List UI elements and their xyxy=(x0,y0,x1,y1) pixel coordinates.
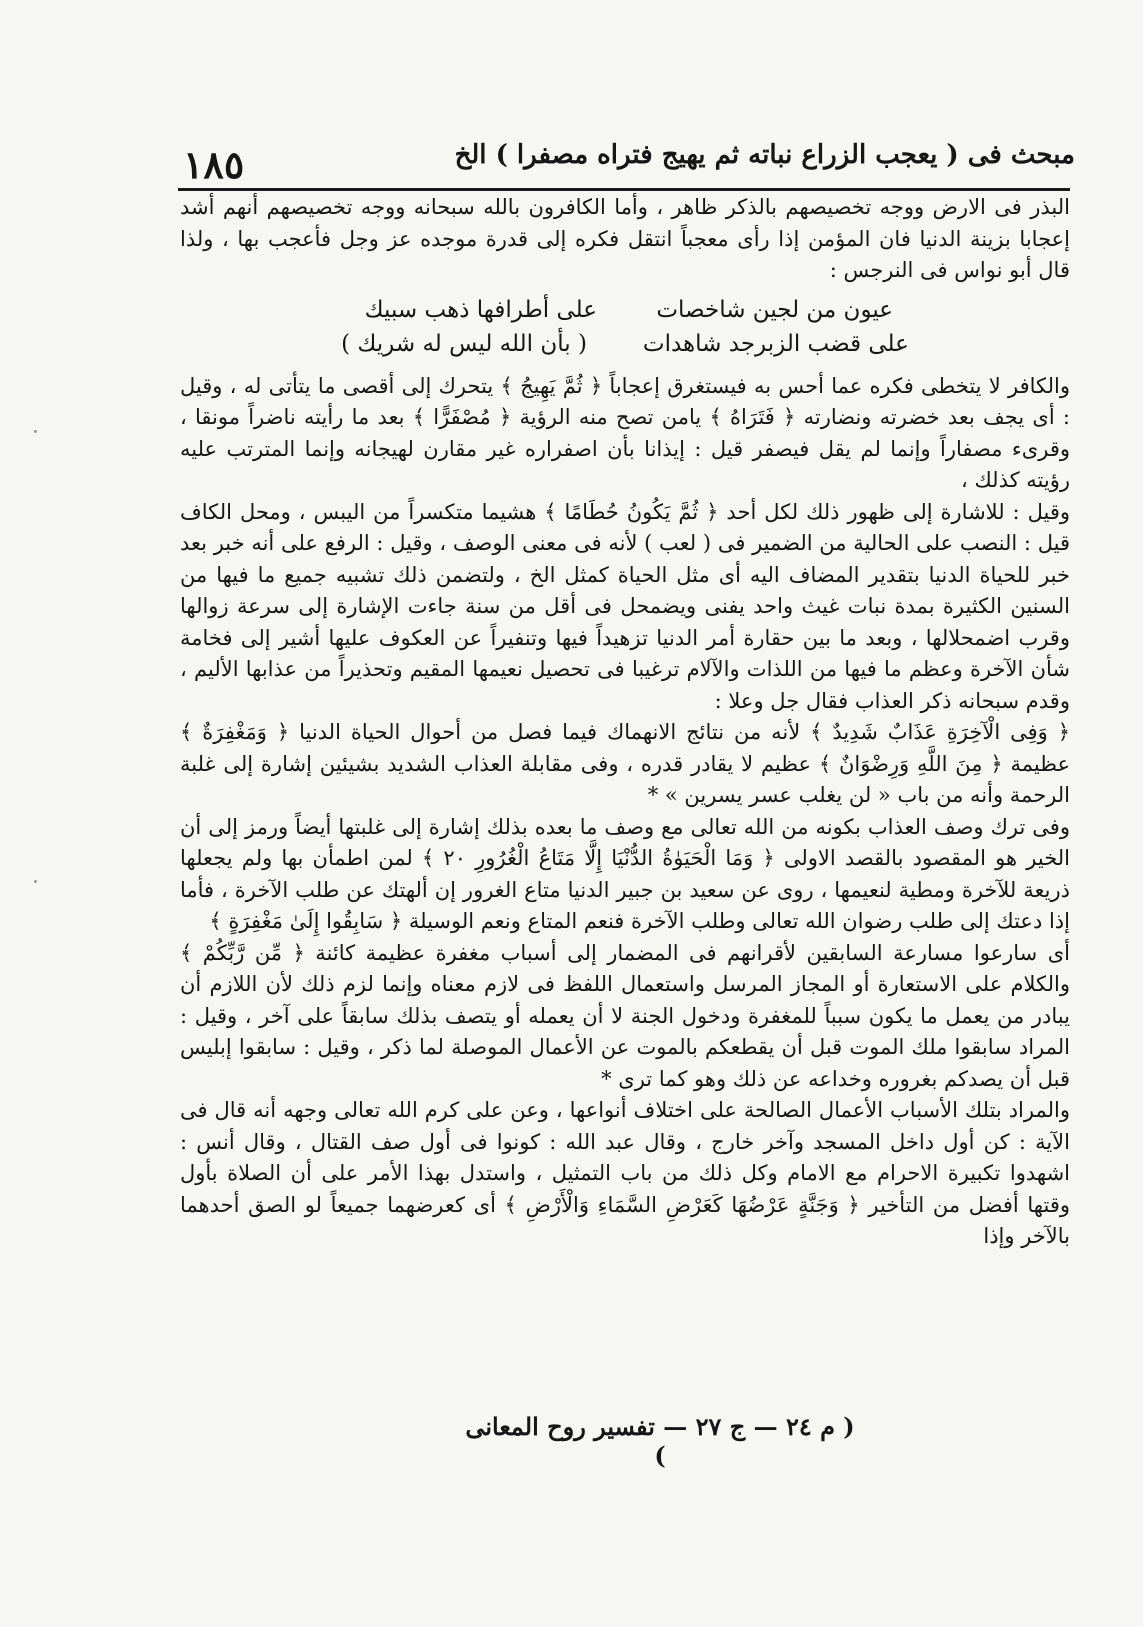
scan-speck xyxy=(34,880,37,883)
paragraph-6: أى سارعوا مسارعة السابقين لأقرانهم فى المضمار إلى أسباب مغفرة عظيمة كائنة ﴿ مِّن رَّبِّكُمْ ﴾ والكلام على الاستعارة أو المجاز المرسل واستعمال اللفظ فى لازم معناه وإنما لزم ذلك لأن اللازم أن يبادر من يعمل ما يكون سبباً للمغفرة ودخول الجنة لا أن يعمله أو يتصف بذلك سابقاً على آخر ، وقيل : المراد سابقوا ملك الموت قبل أن يقطعكم بالموت عن الأعمال الموصلة لما ذكر ، وقيل : سابقوا إبليس قبل أن يصدكم بغروره وخداعه عن ذلك وهو كما ترى * xyxy=(180,940,1070,1091)
paragraph-1: البذر فى الارض ووجه تخصيصهم بالذكر ظاهر ، وأما الكافرون بالله سبحانه ووجه تخصيصهم أنهم أشد إعجابا بزينة الدنيا فان المؤمن إذا رأى معجباً انتقل فكره إلى قدرة موجده عز وجل فأعجب بها ، ولذا قال أبو نواس فى النرجس : xyxy=(180,195,1070,282)
paragraph-7: والمراد بتلك الأسباب الأعمال الصالحة على اختلاف أنواعها ، وعن على كرم الله تعالى وجهه أنه قال فى الآية : كن أول داخل المسجد وآخر خارج ، وقال عبد الله : كونوا فى أول صف القتال ، وقال أنس : اشهدوا تكبيرة الاحرام مع الامام وكل ذلك من باب التمثيل ، واستدل بهذا الأمر على أن الصلاة بأول وقتها أفضل من التأخير ﴿ وَجَنَّةٍ عَرْضُهَا كَعَرْضِ السَّمَاءِ وَالْأَرْضِ ﴾ أى كعرضهما جميعاً لو الصق أحدهما بالآخر وإذا xyxy=(180,1098,1070,1248)
header-rule xyxy=(178,188,1070,191)
scan-speck xyxy=(34,430,37,433)
hemistich-left: ( بأن الله ليس له شريك ) xyxy=(341,330,587,357)
footer-signature: ( م ٢٤ — ج ٢٧ — تفسير روح المعانى ) xyxy=(465,1412,855,1470)
paragraph-4: ﴿ وَفِى الْآخِرَةِ عَذَابٌ شَدِيدٌ ﴾ لأنه من نتائج الانهماك فيما فصل من أحوال الحياة الدنيا ﴿ وَمَغْفِرَةٌ ﴾ عظيمة ﴿ مِنَ اللَّهِ وَرِضْوَانٌ ﴾ عظيم لا يقادر قدره ، وفى مقابلة العذاب الشديد بشيئين إشارة إلى غلبة الرحمة وأنه من باب « لن يغلب عسر يسرين » * xyxy=(180,720,1070,807)
poem-line-1 xyxy=(180,293,1070,327)
poem-line-2 xyxy=(180,327,1070,361)
page-header xyxy=(175,132,1075,188)
paragraph-2: والكافر لا يتخطى فكره عما أحس به فيستغرق إعجاباً ﴿ ثُمَّ يَهِيجُ ﴾ يتحرك إلى أقصى ما يتأتى له ، وقيل : أى يجف بعد خضرته ونضارته ﴿ فَتَرَاهُ ﴾ يامن تصح منه الرؤية ﴿ مُصْفَرًّا ﴾ بعد ما رأيته ناضراً مونقا ، وقرىء مصفاراً وإنما لم يقل فيصفر قيل : إيذانا بأن اصفراره غير مقارن لهيجانه وإنما المترتب عليه رؤيته كذلك ، xyxy=(180,373,1070,492)
hemistich-left: على أطرافها ذهب سبيك xyxy=(364,296,597,323)
hemistich-right: على قضب الزبرجد شاهدات xyxy=(642,330,909,357)
poem-verses xyxy=(180,293,1070,361)
running-title: مبحث فى ( يعجب الزراع نباته ثم يهيج فتراه مصفرا ) الخ xyxy=(454,140,1075,170)
paragraph-5: وفى ترك وصف العذاب بكونه من الله تعالى مع وصف ما بعده بذلك إشارة إلى غلبتها أيضاً ورمز إلى أن الخير هو المقصود بالقصد الاولى ﴿ وَمَا الْحَيَوٰةُ الدُّنْيَا إِلَّا مَتَاعُ الْغُرُورِ ٢٠ ﴾ لمن اطمأن بها ولم يجعلها ذريعة للآخرة ومطية لنعيمها ، روى عن سعيد بن جبير الدنيا متاع الغرور إن ألهتك عن طلب الآخرة ، فأما إذا دعتك إلى طلب رضوان الله تعالى وطلب الآخرة فنعم المتاع ونعم الوسيلة ﴿ سَابِقُوا إِلَىٰ مَغْفِرَةٍ ﴾ xyxy=(180,814,1070,933)
tafsir-body xyxy=(180,192,1070,1253)
paragraph-3: وقيل : للاشارة إلى ظهور ذلك لكل أحد ﴿ ثُمَّ يَكُونُ حُطَامًا ﴾ هشيما متكسراً من اليبس ، ومحل الكاف قيل : النصب على الحالية من الضمير فى ( لعب ) لأنه فى معنى الوصف ، وقيل : الرفع على أنه خبر بعد خبر للحياة الدنيا بتقدير المضاف اليه أى مثل الحياة كمثل الخ ، ولتضمن ذلك تشبيه جميع ما فيها من السنين الكثيرة بمدة نبات غيث واحد يفنى ويضمحل فى أقل من سنة جاءت الإشارة إلى سرعة زوالها وقرب اضمحلالها ، وبعد ما بين حقارة أمر الدنيا تزهيداً فيها وتنفيراً عن العكوف عليها أشير إلى فخامة شأن الآخرة وعظم ما فيها من اللذات والآلام ترغيبا فى تحصيل نعيمها المقيم وتحذيراً من عذابها الأليم ، وقدم سبحانه ذكر العذاب فقال جل وعلا : xyxy=(180,499,1070,713)
page-number: ١٨٥ xyxy=(183,142,245,187)
hemistich-right: عيون من لجين شاخصات xyxy=(656,296,893,323)
